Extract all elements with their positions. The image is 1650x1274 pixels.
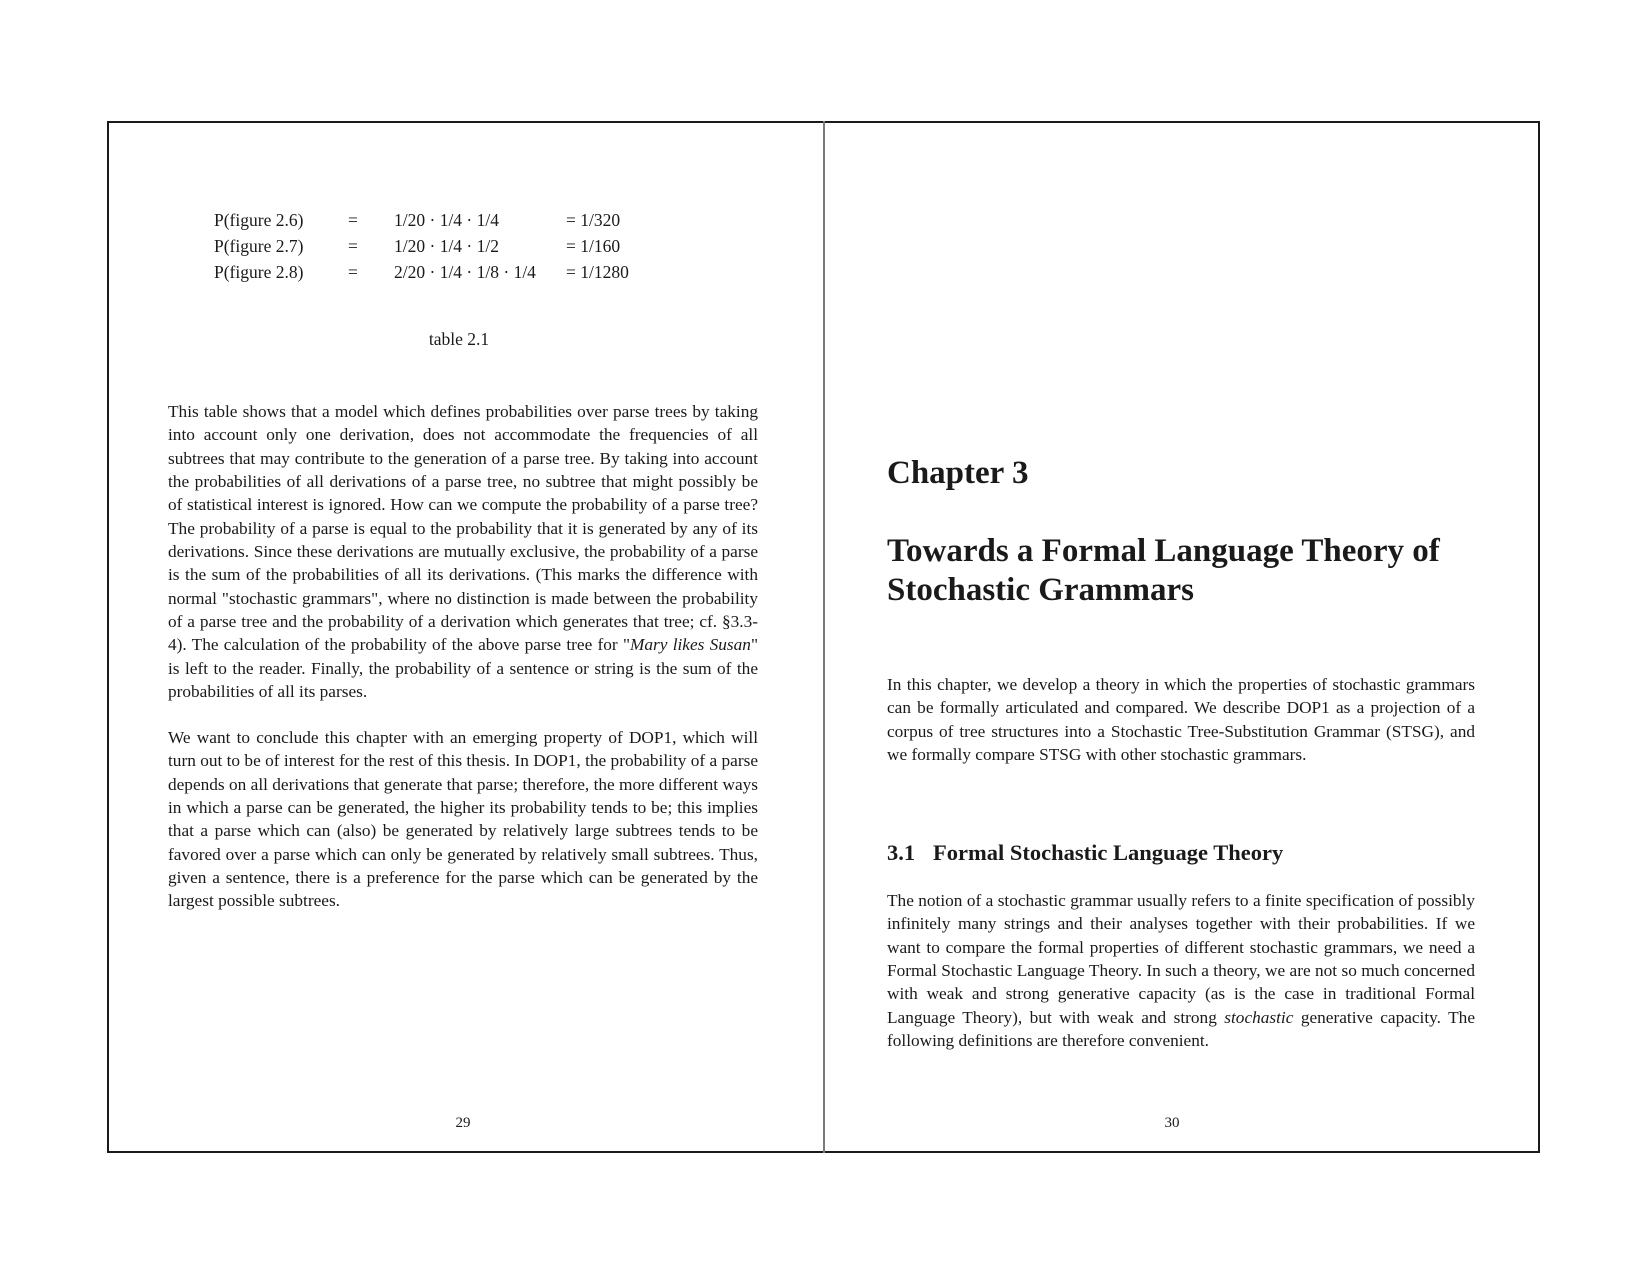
chapter-intro-paragraph: In this chapter, we develop a theory in which the properties of stochastic grammars can be formally articulated and compared. We describe DOP1 as a projection of a corpus of tree structures into a Stochastic Tree-Substitution Grammar (STSG), and we formally compare STSG with other stochastic grammars. bbox=[887, 675, 1475, 765]
table-cell-result: = 1/320 bbox=[566, 210, 621, 230]
paragraph-text: " is left to the reader. Finally, the probability of a sentence or string is the sum of the probabilities of all its parses. bbox=[168, 635, 758, 702]
table-cell-expression: 1/20 · 1/4 · 1/4 bbox=[394, 210, 499, 230]
section-number: 3.1 bbox=[887, 840, 916, 865]
table-cell-lhs: P(figure 2.7) bbox=[214, 236, 304, 256]
table-cell-equals: = bbox=[348, 236, 358, 256]
table-cell-expression: 2/20 · 1/4 · 1/8 · 1/4 bbox=[394, 262, 536, 282]
table-cell-equals: = bbox=[348, 262, 358, 282]
section-heading bbox=[887, 839, 1283, 867]
body-paragraph bbox=[887, 889, 1475, 1052]
italic-word: stochastic bbox=[1224, 1007, 1294, 1027]
left-page bbox=[109, 123, 823, 1151]
table-cell-lhs: P(figure 2.8) bbox=[214, 262, 304, 282]
chapter-title: Towards a Formal Language Theory of Stochastic Grammars bbox=[887, 533, 1440, 608]
section-title: Formal Stochastic Language Theory bbox=[933, 840, 1284, 865]
body-paragraph bbox=[168, 400, 758, 703]
paragraph-text: generative capacity. The following definitions are therefore convenient. bbox=[887, 1007, 1475, 1051]
table-caption: table 2.1 bbox=[428, 329, 490, 349]
right-page bbox=[825, 123, 1539, 1151]
page-number: 30 bbox=[1164, 1115, 1180, 1131]
table-cell-lhs: P(figure 2.6) bbox=[214, 210, 304, 230]
table-cell-result: = 1/1280 bbox=[566, 262, 629, 282]
chapter-label: Chapter 3 bbox=[887, 455, 1029, 491]
paragraph-text: This table shows that a model which defines probabilities over parse trees by taking into account only one derivation, does not accommodate the frequencies of all subtrees that may contribute to the generation of a parse tree. By taking into account the probabilities of all derivations of a parse tree, no subtree that might possibly be of statistical interest is ignored. How can we compute the probability of a parse tree? The probability of a parse is equal to the probability that it is generated by any of its derivations. Since these derivations are mutually exclusive, the probability of a parse is the sum of the probabilities of all its derivations. (This marks the difference with normal "stochastic grammars", where no distinction is made between the probability of a parse tree and the probability of a derivation which generates that tree; cf. §3.3-4). The calculation of the probability of the above parse tree for " bbox=[168, 402, 758, 655]
table-cell-result: = 1/160 bbox=[566, 236, 621, 256]
paragraph-text: The notion of a stochastic grammar usually refers to a finite specification of possibly infinitely many strings and their analyses together with their probabilities. If we want to compare the formal properties of different stochastic grammars, we need a Formal Stochastic Language Theory. In such a theory, we are not so much concerned with weak and strong generative capacity (as is the case in traditional Formal Language Theory), but with weak and strong bbox=[887, 891, 1475, 1027]
body-paragraph: We want to conclude this chapter with an emerging property of DOP1, which will turn out to be of interest for the rest of this thesis. In DOP1, the probability of a parse depends on all derivations that generate that parse; therefore, the more different ways in which a parse can be generated, the higher its probability tends to be; this implies that a parse which can (also) be generated by relatively large subtrees tends to be favored over a parse which can only be generated by relatively small subtrees. Thus, given a sentence, there is a preference for the parse which can be generated by the largest possible subtrees. bbox=[168, 728, 758, 911]
page-number: 29 bbox=[455, 1115, 471, 1131]
table-cell-expression: 1/20 · 1/4 · 1/2 bbox=[394, 236, 499, 256]
table-cell-equals: = bbox=[348, 210, 358, 230]
italic-phrase: Mary likes Susan bbox=[630, 635, 751, 655]
